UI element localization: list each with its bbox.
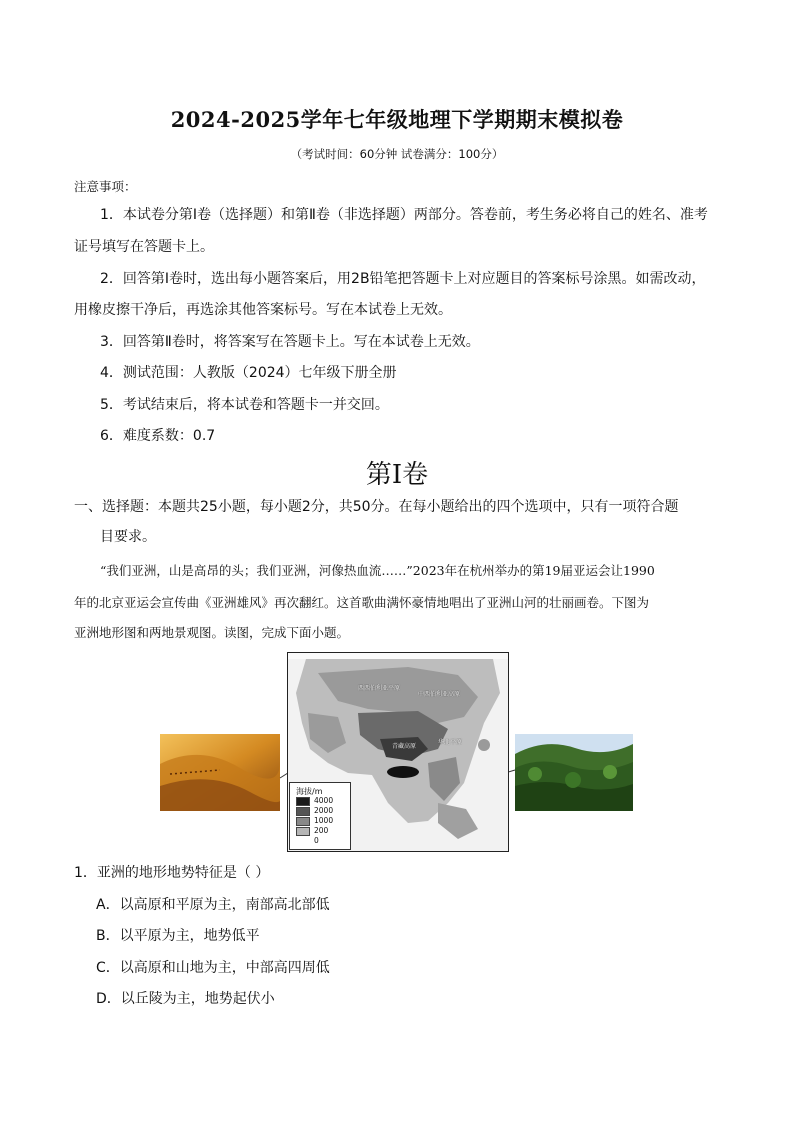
- note-line: 证号填写在答题卡上。: [74, 239, 214, 255]
- map-label: 中西伯利亚高原: [418, 691, 461, 698]
- notes-heading: 注意事项：: [74, 179, 137, 194]
- legend-swatch: [296, 797, 310, 806]
- note-line: 用橡皮擦干净后，再选涂其他答案标号。写在本试卷上无效。: [74, 302, 452, 318]
- asia-terrain-map: [287, 652, 509, 852]
- note-line: 1．本试卷分第Ⅰ卷（选择题）和第Ⅱ卷（非选择题）两部分。答卷前，考生务必将自己的姓名、准考: [100, 207, 708, 223]
- elevation-legend: [289, 782, 351, 850]
- legend-label: 2000: [314, 806, 334, 815]
- note-line: 5．考试结束后，将本试卷和答题卡一并交回。: [100, 397, 389, 413]
- legend-label: 0: [314, 836, 319, 845]
- option-c: C．以高原和山地为主，中部高四周低: [96, 960, 330, 976]
- legend-swatch: [296, 817, 310, 826]
- legend-swatch: [296, 807, 310, 816]
- exam-title: 2024-2025学年七年级地理下学期期末模拟卷: [170, 107, 624, 132]
- desert-landscape-photo: [160, 734, 280, 811]
- rainforest-landscape-photo: [515, 734, 633, 811]
- question-stem: 1．亚洲的地形地势特征是（ ）: [74, 865, 270, 881]
- map-label: 西西伯利亚平原: [358, 685, 401, 692]
- legend-label: 1000: [314, 816, 334, 825]
- map-label: 华北平原: [438, 739, 463, 746]
- option-d: D．以丘陵为主，地势起伏小: [96, 991, 275, 1007]
- map-label: 青藏高原: [392, 743, 417, 750]
- section-instruction: 目要求。: [100, 529, 156, 545]
- exam-subtitle: （考试时间：60分钟 试卷满分：100分）: [290, 147, 504, 161]
- passage-line: “我们亚洲，山是高昂的头；我们亚洲，河像热血流……”2023年在杭州举办的第19届亚运会让1990: [100, 563, 655, 578]
- note-line: 2．回答第Ⅰ卷时，选出每小题答案后，用2B铅笔把答题卡上对应题目的答案标号涂黑。如需改动，: [100, 271, 706, 287]
- legend-label: 200: [314, 826, 329, 835]
- note-line: 4．测试范围：人教版（2024）七年级下册全册: [100, 365, 397, 381]
- legend-label: 4000: [314, 796, 334, 805]
- option-a: A．以高原和平原为主，南部高北部低: [96, 897, 330, 913]
- note-line: 6．难度系数：0.7: [100, 428, 216, 444]
- section-title: 第Ⅰ卷: [365, 460, 429, 490]
- legend-title: 海拔/m: [296, 787, 323, 796]
- passage-line: 年的北京亚运会宣传曲《亚洲雄风》再次翻红。这首歌曲满怀豪情地唱出了亚洲山河的壮丽画卷。下图为: [74, 595, 650, 610]
- option-b: B．以平原为主，地势低平: [96, 928, 260, 944]
- note-line: 3．回答第Ⅱ卷时，将答案写在答题卡上。写在本试卷上无效。: [100, 334, 480, 350]
- section-instruction: 一、选择题：本题共25小题，每小题2分，共50分。在每小题给出的四个选项中，只有一项符合题: [74, 499, 679, 515]
- legend-swatch: [296, 827, 310, 836]
- passage-line: 亚洲地形图和两地景观图。读图，完成下面小题。: [74, 625, 350, 640]
